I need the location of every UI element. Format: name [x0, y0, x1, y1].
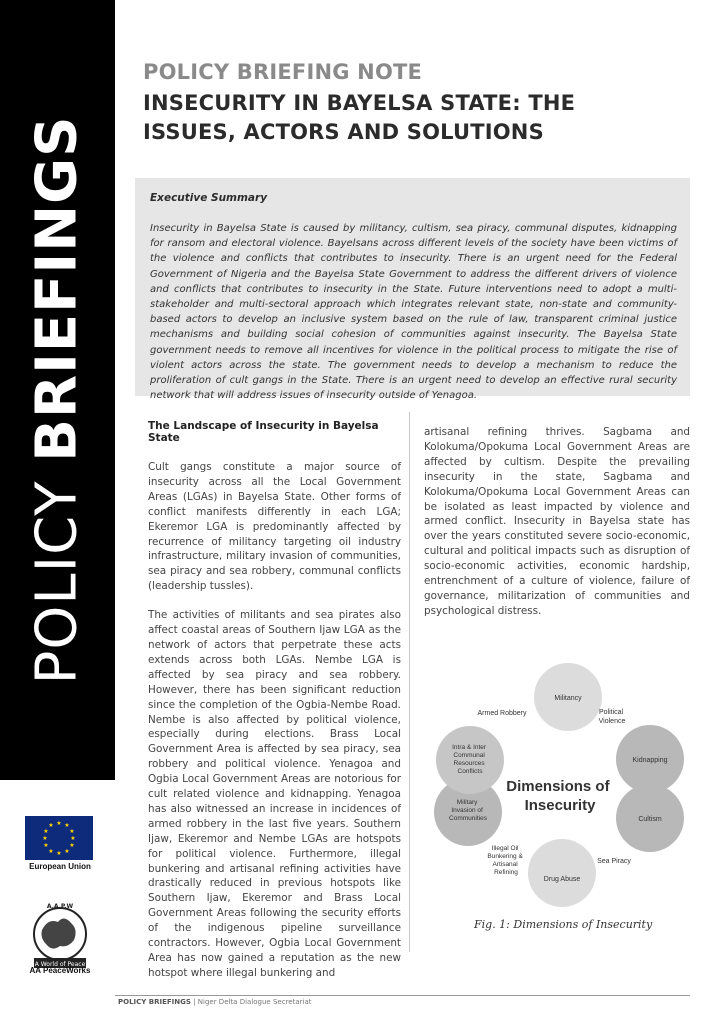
aap-label: AA PeaceWorks: [29, 966, 91, 975]
label-illegal-bunkering: Illegal Oil Bunkering & Artisanal Refining: [487, 845, 523, 876]
svg-text:★: ★: [43, 842, 49, 849]
label-cultism: Cultism: [638, 816, 662, 823]
section-heading: The Landscape of Insecurity in Bayelsa State: [148, 420, 379, 444]
executive-summary-box: [135, 178, 690, 402]
eu-label: European Union: [29, 862, 91, 871]
paragraph: artisanal refining thrives. Sagbama and Kolokuma/Opokuma Local Government Areas are affected by cultism. Despite the prevailing insecurity in the state, Sagbama and Kolokuma/Opokuma Local Government Areas can be isolated as least impacted by violence and armed conflict. Insecurity in Bayelsa state has over the years constituted severe socio-economic, cultural and political impacts such as disruption of socio-economic activities, economic hardship, entrenchment of a culture of violence, failure of governance, militarization of communities and psychological distress.: [424, 426, 690, 617]
label-militancy: Militancy: [554, 695, 582, 702]
footer-rule: [115, 995, 690, 996]
svg-text:★: ★: [69, 828, 75, 835]
footer-separator: |: [193, 998, 198, 1006]
article-left-column: [148, 420, 401, 995]
figure-caption: Fig. 1: Dimensions of Insecurity: [474, 918, 653, 931]
summary-heading: Executive Summary: [150, 192, 268, 204]
label-armed-robbery: Armed Robbery: [477, 710, 527, 717]
svg-text:★: ★: [56, 850, 62, 857]
series-word-bold: BRIEFINGS: [24, 115, 90, 462]
summary-body: Insecurity in Bayelsa State is caused by militancy, cultism, sea piracy, communal disputes, kidnapping for ransom and electoral violence. Bayelsans across different levels of the society have been victims of the violence and conflicts that contributes to insecurity. There is an urgent need for the Federal Government of Nigeria and the Bayelsa State Government to address the different drivers of violence and conflicts that contributes to insecurity in the State. Future interventions need to adopt a multi-stakeholder and multi-sectoral approach which integrates relevant state, non-state and community-based actors to develop an inclusive system based on the rule of law, transparent criminal justice mechanisms and building social cohesion of communities against insecurity. The Bayelsa State government needs to remove all incentives for violence in the political process to mitigate the rise of violent actors across the state. The government needs to develop a mechanism to reduce the proliferation of cult gangs in the State. There is an urgent need to develop an effective rural security network that will address issues of insecurity outside of Yenagoa.: [150, 223, 677, 402]
aa-peaceworks-logo: [18, 900, 102, 972]
column-divider: [409, 412, 410, 952]
sidebar: [0, 0, 115, 1024]
paragraph: The activities of militants and sea pirates also affect coastal areas of Southern Ijaw LGA as the network of actors that perpetrate these acts extends across both LGAs. Nembe LGA is affected by sea piracy and sea robbery. However, there has been significant reduction since the completion of the Ogbia-Nembe Road. Nembe is also affected by political violence, especially during elections. Brass Local Government Area is affected by sea piracy, sea robbery and political violence. Yenagoa and Ogbia Local Government Areas are notorious for cult related violence and kidnapping. Yenagoa has also witnessed an increase in incidences of armed robbery in the last five years. Southern Ijaw, Ekeremor and Nembe LGAs are hotspots for political violence. Furthermore, illegal bunkering and artisanal refining activities have drastically reduced in previous hotspots like Southern Ijaw, Ekeremor and Brass Local Government Areas following the security efforts of the indigenous pipeline surveillance contractors. However, Ogbia Local Government Area has now gained a reputation as the new hotspot where illegal bunkering and: [148, 609, 401, 979]
svg-text:★: ★: [43, 828, 49, 835]
diagram-center-title: Dimensions of Insecurity: [506, 778, 610, 814]
paragraph: Cult gangs constitute a major source of insecurity across all the Local Government Areas (LGAs) in Bayelsa State. Other forms of conflict manifests differently in each LGA; Ekeremor LGA is predominantly affected by recurrence of militancy targeting oil industry infrastructure, military invasion of communities, sea piracy and sea robbery, communal conflicts (leadership tussles).: [148, 461, 401, 593]
svg-text:★: ★: [70, 835, 76, 842]
label-communal-conflicts: Intra & Inter Communal Resources Conflicts: [452, 744, 487, 775]
svg-text:★: ★: [64, 822, 70, 829]
label-sea-piracy: Sea Piracy: [597, 858, 631, 865]
label-drug-abuse: Drug Abuse: [543, 876, 581, 883]
dimensions-of-insecurity-diagram: [424, 660, 690, 922]
aap-logo-banner-text: A World of Peace: [34, 961, 86, 968]
page-footer: [118, 998, 312, 1006]
svg-text:★: ★: [48, 848, 54, 855]
label-political-violence: Political Violence: [598, 709, 626, 725]
footer-brand: POLICY BRIEFINGS: [118, 998, 191, 1006]
article-right-column: [424, 425, 690, 633]
aap-logo-top-text: A.A.P.W: [46, 903, 74, 910]
svg-text:★: ★: [69, 842, 75, 849]
label-military-invasion: Military Invasion of Communities: [449, 799, 487, 822]
svg-text:★: ★: [42, 835, 48, 842]
briefing-kicker: POLICY BRIEFING NOTE: [143, 60, 423, 84]
eu-flag-icon: [25, 816, 93, 860]
circle-drug-abuse: [528, 839, 596, 907]
footer-org: Niger Delta Dialogue Secretariat: [197, 998, 312, 1006]
svg-text:★: ★: [48, 822, 54, 829]
vertical-series-title: [25, 116, 90, 685]
page-title: INSECURITY IN BAYELSA STATE: THE ISSUES, ACTORS AND SOLUTIONS: [143, 91, 576, 144]
svg-text:★: ★: [64, 848, 70, 855]
label-kidnapping: Kidnapping: [632, 757, 668, 764]
svg-text:★: ★: [56, 820, 62, 827]
series-word-light: POLICY: [24, 480, 90, 685]
